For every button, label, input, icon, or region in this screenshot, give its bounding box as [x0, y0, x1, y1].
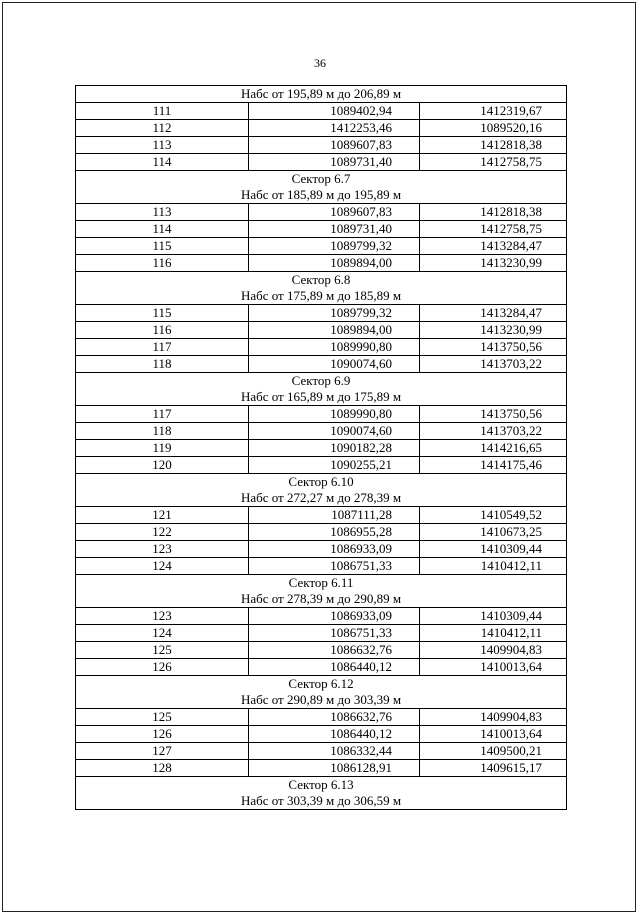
coordinate-y: 1413284,47 [420, 305, 567, 322]
sector-header [76, 86, 567, 103]
coordinate-x: 1086632,76 [249, 642, 420, 659]
sector-title: Сектор 6.10 [288, 474, 354, 489]
coordinate-y: 1409904,83 [420, 709, 567, 726]
page-number: 36 [314, 56, 326, 70]
table-row [76, 356, 567, 373]
point-number: 122 [76, 524, 249, 541]
coordinate-y: 1412319,67 [420, 103, 567, 120]
point-number: 120 [76, 457, 249, 474]
coordinate-x: 1086440,12 [249, 659, 420, 676]
coordinates-table [75, 85, 567, 810]
coordinate-y: 1409904,83 [420, 642, 567, 659]
coordinate-x: 1089607,83 [249, 137, 420, 154]
sector-header-row [76, 575, 567, 608]
sector-title: Сектор 6.11 [288, 575, 354, 590]
coordinate-x: 1086751,33 [249, 625, 420, 642]
point-number: 113 [76, 137, 249, 154]
height-range: Набс от 185,89 м до 195,89 м [240, 187, 402, 202]
coordinate-y: 1413750,56 [420, 339, 567, 356]
coordinate-y: 1410549,52 [420, 507, 567, 524]
sector-header-row [76, 272, 567, 305]
table-row [76, 322, 567, 339]
table-row [76, 238, 567, 255]
point-number: 117 [76, 406, 249, 423]
height-range: Набс от 175,89 м до 185,89 м [240, 288, 402, 303]
table-row [76, 204, 567, 221]
sector-header-row [76, 777, 567, 810]
table-row [76, 221, 567, 238]
table-row [76, 457, 567, 474]
coordinate-y: 1413230,99 [420, 255, 567, 272]
sector-header-row [76, 171, 567, 204]
coordinate-y: 1410412,11 [420, 625, 567, 642]
coordinate-y: 1089520,16 [420, 120, 567, 137]
coordinate-y: 1412758,75 [420, 154, 567, 171]
table-row [76, 406, 567, 423]
point-number: 125 [76, 709, 249, 726]
height-range: Набс от 303,39 м до 306,59 м [240, 793, 402, 808]
point-number: 128 [76, 760, 249, 777]
coordinate-y: 1410412,11 [420, 558, 567, 575]
coordinate-x: 1089799,32 [249, 238, 420, 255]
coordinate-y: 1413750,56 [420, 406, 567, 423]
point-number: 125 [76, 642, 249, 659]
sector-header [76, 373, 567, 406]
coordinate-y: 1412758,75 [420, 221, 567, 238]
point-number: 124 [76, 558, 249, 575]
sector-title: Сектор 6.13 [288, 777, 354, 792]
coordinate-y: 1410309,44 [420, 541, 567, 558]
point-number: 121 [76, 507, 249, 524]
coordinate-x: 1087111,28 [249, 507, 420, 524]
coordinate-x: 1089990,80 [249, 339, 420, 356]
point-number: 124 [76, 625, 249, 642]
coordinate-x: 1086933,09 [249, 608, 420, 625]
table-row [76, 339, 567, 356]
coordinate-y: 1412818,38 [420, 137, 567, 154]
sector-header-row [76, 86, 567, 103]
height-range: Набс от 195,89 м до 206,89 м [240, 86, 402, 101]
sector-header [76, 474, 567, 507]
coordinate-x: 1089731,40 [249, 221, 420, 238]
height-range: Набс от 165,89 м до 175,89 м [240, 389, 402, 404]
sector-header [76, 171, 567, 204]
coordinate-x: 1086955,28 [249, 524, 420, 541]
height-range: Набс от 278,39 м до 290,89 м [240, 591, 402, 606]
coordinate-x: 1089990,80 [249, 406, 420, 423]
point-number: 127 [76, 743, 249, 760]
sector-header-row [76, 676, 567, 709]
coordinate-x: 1086332,44 [249, 743, 420, 760]
coordinate-y: 1413703,22 [420, 423, 567, 440]
table-row [76, 305, 567, 322]
point-number: 115 [76, 238, 249, 255]
coordinates-table-body [76, 86, 567, 810]
point-number: 114 [76, 221, 249, 238]
coordinate-y: 1414216,65 [420, 440, 567, 457]
coordinate-y: 1409615,17 [420, 760, 567, 777]
table-row [76, 625, 567, 642]
table-row [76, 507, 567, 524]
coordinate-y: 1412818,38 [420, 204, 567, 221]
table-row [76, 608, 567, 625]
sector-header [76, 777, 567, 810]
point-number: 119 [76, 440, 249, 457]
table-row [76, 541, 567, 558]
coordinate-x: 1089607,83 [249, 204, 420, 221]
coordinate-x: 1089894,00 [249, 255, 420, 272]
sector-title: Сектор 6.7 [291, 171, 351, 186]
table-row [76, 423, 567, 440]
sector-title: Сектор 6.9 [291, 373, 351, 388]
point-number: 126 [76, 659, 249, 676]
point-number: 116 [76, 322, 249, 339]
coordinate-y: 1410013,64 [420, 659, 567, 676]
table-row [76, 558, 567, 575]
coordinate-x: 1412253,46 [249, 120, 420, 137]
coordinate-x: 1086933,09 [249, 541, 420, 558]
point-number: 123 [76, 541, 249, 558]
table-row [76, 137, 567, 154]
coordinate-y: 1413703,22 [420, 356, 567, 373]
table-row [76, 642, 567, 659]
height-range: Набс от 290,89 м до 303,39 м [240, 692, 402, 707]
table-row [76, 524, 567, 541]
sector-title: Сектор 6.12 [288, 676, 354, 691]
coordinate-x: 1089731,40 [249, 154, 420, 171]
table-row [76, 120, 567, 137]
coordinate-x: 1090255,21 [249, 457, 420, 474]
coordinate-x: 1090182,28 [249, 440, 420, 457]
coordinate-x: 1089799,32 [249, 305, 420, 322]
coordinate-x: 1086128,91 [249, 760, 420, 777]
coordinate-x: 1086440,12 [249, 726, 420, 743]
coordinate-x: 1090074,60 [249, 423, 420, 440]
sector-header-row [76, 373, 567, 406]
coordinate-x: 1089894,00 [249, 322, 420, 339]
coordinate-x: 1086632,76 [249, 709, 420, 726]
point-number: 115 [76, 305, 249, 322]
sector-header [76, 575, 567, 608]
coordinate-y: 1413230,99 [420, 322, 567, 339]
height-range: Набс от 272,27 м до 278,39 м [240, 490, 402, 505]
sector-title: Сектор 6.8 [291, 272, 351, 287]
point-number: 113 [76, 204, 249, 221]
table-row [76, 659, 567, 676]
point-number: 118 [76, 423, 249, 440]
table-row [76, 726, 567, 743]
table-row [76, 154, 567, 171]
coordinate-y: 1409500,21 [420, 743, 567, 760]
table-row [76, 440, 567, 457]
coordinate-y: 1414175,46 [420, 457, 567, 474]
coordinate-x: 1086751,33 [249, 558, 420, 575]
coordinate-x: 1090074,60 [249, 356, 420, 373]
table-row [76, 760, 567, 777]
coordinate-y: 1410013,64 [420, 726, 567, 743]
table-row [76, 103, 567, 120]
table-row [76, 743, 567, 760]
coordinate-y: 1410673,25 [420, 524, 567, 541]
coordinate-x: 1089402,94 [249, 103, 420, 120]
point-number: 112 [76, 120, 249, 137]
point-number: 114 [76, 154, 249, 171]
table-row [76, 255, 567, 272]
point-number: 111 [76, 103, 249, 120]
point-number: 117 [76, 339, 249, 356]
coordinate-y: 1413284,47 [420, 238, 567, 255]
point-number: 118 [76, 356, 249, 373]
point-number: 116 [76, 255, 249, 272]
sector-header [76, 272, 567, 305]
table-row [76, 709, 567, 726]
coordinate-y: 1410309,44 [420, 608, 567, 625]
point-number: 126 [76, 726, 249, 743]
sector-header [76, 676, 567, 709]
sector-header-row [76, 474, 567, 507]
point-number: 123 [76, 608, 249, 625]
